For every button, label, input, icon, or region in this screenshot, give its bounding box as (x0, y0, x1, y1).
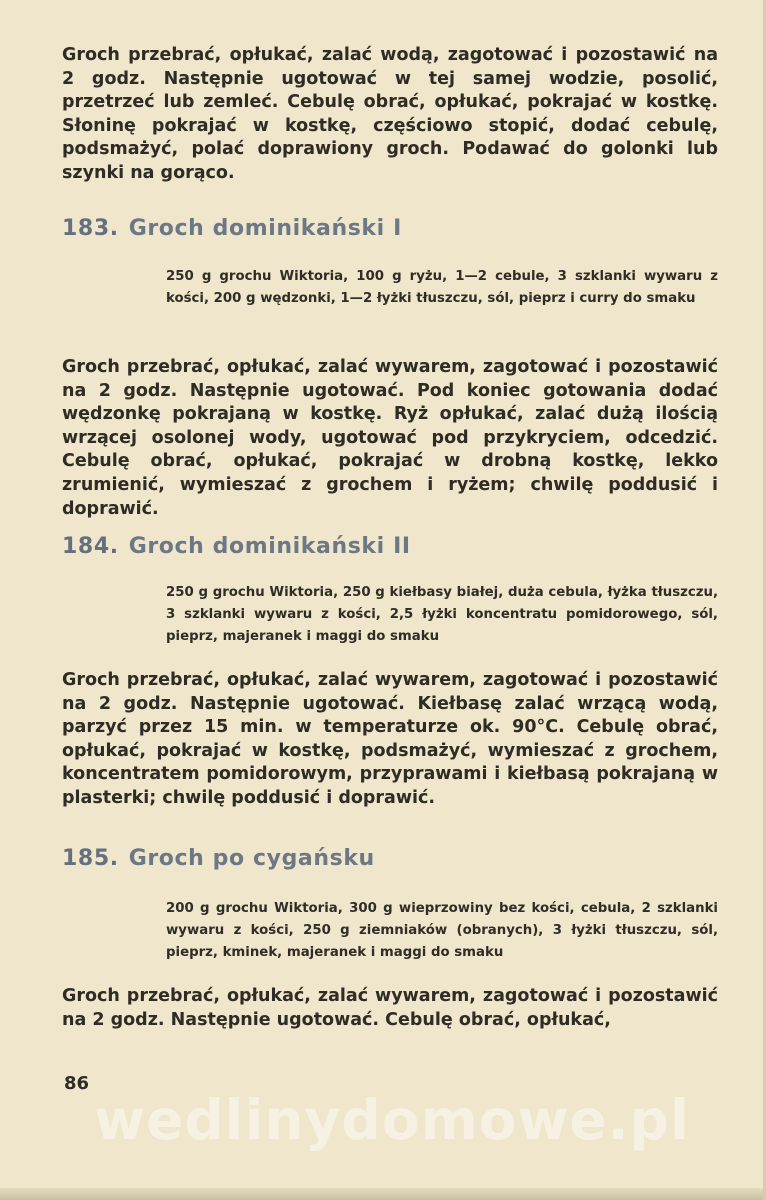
recipe-184-ingredients: 250 g grochu Wiktoria, 250 g kiełbasy białej, duża cebula, łyżka tłuszczu, 3 szklanki wywaru z kości, 2,5 łyżki koncentratu pomidorowego, sól, pieprz, majeranek i maggi do smaku (166, 585, 718, 644)
page-number: 86 (64, 1073, 90, 1094)
recipe-185-ingredients: 200 g grochu Wiktoria, 300 g wieprzowiny bez kości, cebula, 2 szklanki wywaru z kości, 250 g ziemniaków (obranych), 3 łyżki tłuszczu, sól, pieprz, kminek, majeranek i maggi do smaku (166, 901, 718, 960)
intro-paragraph: Groch przebrać, opłukać, zalać wodą, zagotować i pozostawić na 2 godz. Następnie ugotować w tej samej wodzie, posolić, przetrzeć lub zemleć. Cebulę obrać, opłukać, pokrajać w kostkę. Słoninę pokrajać w kostkę, częściowo stopić, dodać cebulę, podsmażyć, polać doprawiony groch. Podawać do golonki lub szynki na gorąco. (62, 45, 718, 183)
recipe-184-title: Groch dominikański II (128, 534, 411, 559)
page-bottom-edge (0, 1188, 766, 1200)
recipe-183-ingredients: 250 g grochu Wiktoria, 100 g ryżu, 1—2 cebule, 3 szklanki wywaru z kości, 200 g wędzonki, 1—2 łyżki tłuszczu, sól, pieprz i curry do smaku (166, 269, 718, 306)
recipe-183-number: 183. (62, 216, 119, 241)
recipe-185-method: Groch przebrać, opłukać, zalać wywarem, zagotować i pozostawić na 2 godz. Następnie ugotować. Cebulę obrać, opłukać, (62, 986, 718, 1030)
recipe-185-number: 185. (62, 846, 119, 871)
recipe-183-heading (62, 216, 402, 241)
recipe-184-heading (62, 534, 411, 559)
watermark: wedlinydomowe.pl (94, 1088, 690, 1152)
recipe-184-method: Groch przebrać, opłukać, zalać wywarem, zagotować i pozostawić na 2 godz. Następnie ugotować. Kiełbasę zalać wrzącą wodą, parzyć przez 15 min. w temperaturze ok. 90°C. Cebulę obrać, opłukać, pokrajać w kostkę, podsmażyć, wymieszać z grochem, koncentratem pomidorowym, przyprawami i kiełbasą pokrajaną w plasterki; chwilę poddusić i doprawić. (62, 670, 718, 808)
recipe-185-heading (62, 846, 375, 871)
recipe-185-title: Groch po cygańsku (128, 846, 375, 871)
recipe-184-number: 184. (62, 534, 119, 559)
recipe-183-method: Groch przebrać, opłukać, zalać wywarem, zagotować i pozostawić na 2 godz. Następnie ugotować. Pod koniec gotowania dodać wędzonkę pokrajaną w kostkę. Ryż opłukać, zalać dużą ilością wrzącej osolonej wody, ugotować pod przykryciem, odcedzić. Cebulę obrać, opłukać, pokrajać w drobną kostkę, lekko zrumienić, wymieszać z grochem i ryżem; chwilę poddusić i doprawić. (62, 357, 718, 519)
recipe-183-title: Groch dominikański I (128, 216, 402, 241)
